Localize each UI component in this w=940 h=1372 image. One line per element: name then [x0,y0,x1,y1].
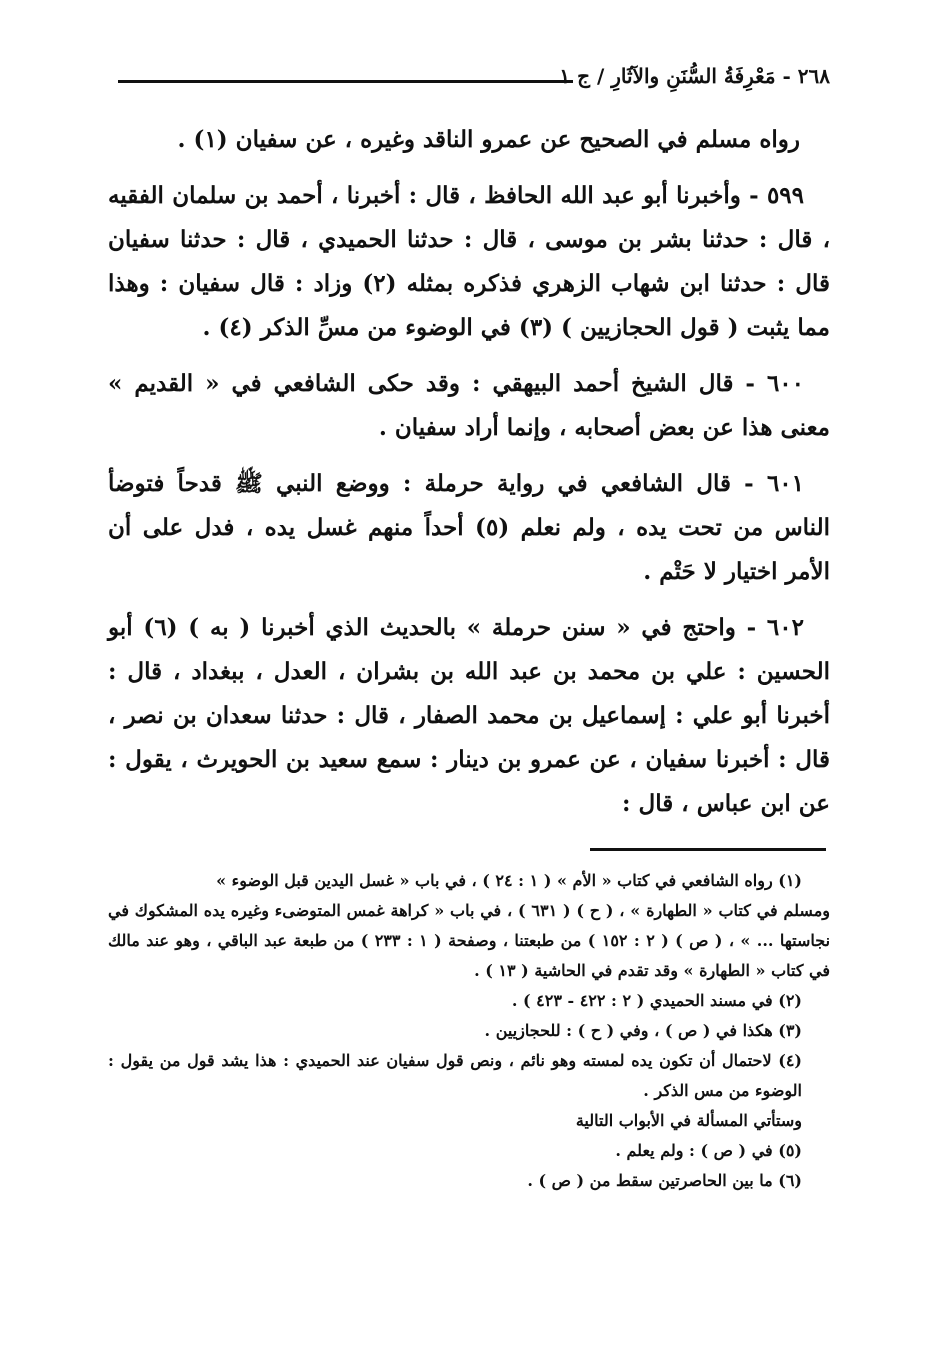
header-rule [118,80,573,83]
paragraph-602: ٦٠٢ - واحتج في « سنن حرملة » بالحديث الذي أخبرنا ( به ) (٦) أبو الحسين : علي بن محمد بن عبد الله بن بشران ، العدل ، ببغداد ، قال : أخبرنا أبو علي : إسماعيل بن محمد الصفار ، قال : حدثنا سعدان بن نصر ، قال : أخبرنا سفيان ، عن عمرو بن دينار : سمع سعيد بن الحويرث ، يقول : عن ابن عباس ، قال : [108,614,830,817]
footnote-rule [590,848,826,851]
footnote-1: (١) رواه الشافعي في كتاب « الأم » ( ١ : ٢٤ ) ، في باب « غسل اليدين قبل الوضوء » [216,871,802,890]
footnote-5: (٥) في ( ص ) : ولم يعلم . [615,1141,802,1160]
paragraph-1: رواه مسلم في الصحيح عن عمرو الناقد وغيره ، عن سفيان (١) . [177,126,800,153]
footnote-4: (٤) لاحتمال أن تكون يده لمسته وهو نائم ، ونص قول سفيان عند الحميدي : هذا يشد قول من يقول : الوضوء من مس الذكر . [108,1051,802,1100]
main-text [108,118,830,838]
footnotes [108,866,830,1196]
footnote-1-continued: ومسلم في كتاب « الطهارة » ، ( ح ) ( ٦٣١ ) ، في باب « كراهة غمس المتوضىء وغيره يده المشكوك في نجاستها ... » ، ( ص ) ( ٢ : ١٥٢ ) من طبعتنا ، وصفحة ( ١ : ٢٣٣ ) من طبعة عبد الباقي ، وهو عند مالك في كتاب « الطهارة » وقد تقدم في الحاشية ( ١٣ ) . [108,901,831,980]
footnote-4-note: وستأتي المسألة في الأبواب التالية [575,1111,802,1130]
paragraph-600: ٦٠٠ - قال الشيخ أحمد البيهقي : وقد حكى الشافعي في « القديم » معنى هذا عن بعض أصحابه ، وإنما أراد سفيان . [108,370,830,441]
paragraph-599: ٥٩٩ - وأخبرنا أبو عبد الله الحافظ ، قال : أخبرنا ، أحمد بن سلمان الفقيه ، قال : حدثنا بشر بن موسى ، قال : حدثنا الحميدي ، قال : حدثنا سفيان قال : حدثنا ابن شهاب الزهري فذكره بمثله (٢) وزاد : قال سفيان : وهذا مما يثبت ( قول الحجازيين ) (٣) في الوضوء من مسِّ الذكر (٤) . [108,182,830,341]
header-title: ٢٦٨ - مَعْرِفَةُ السُّنَنِ والآثَارِ / ج ١ [559,64,830,88]
footnote-6: (٦) ما بين الحاصرتين سقط من ( ص ) . [527,1171,802,1190]
footnote-2: (٢) في مسند الحميدي ( ٢ : ٤٢٢ - ٤٢٣ ) . [511,991,802,1010]
running-header [118,58,830,98]
paragraph-601: ٦٠١ - قال الشافعي في رواية حرملة : ووضع النبي ﷺ قدحاً فتوضأ الناس من تحت يده ، ولم نعلم (٥) أحداً منهم غسل يده ، فدل على أن الأمر اختيار لا حَتْم . [108,470,830,585]
footnote-3: (٣) هكذا في ( ص ) ، وفي ( ح ) : للحجازيين . [484,1021,802,1040]
